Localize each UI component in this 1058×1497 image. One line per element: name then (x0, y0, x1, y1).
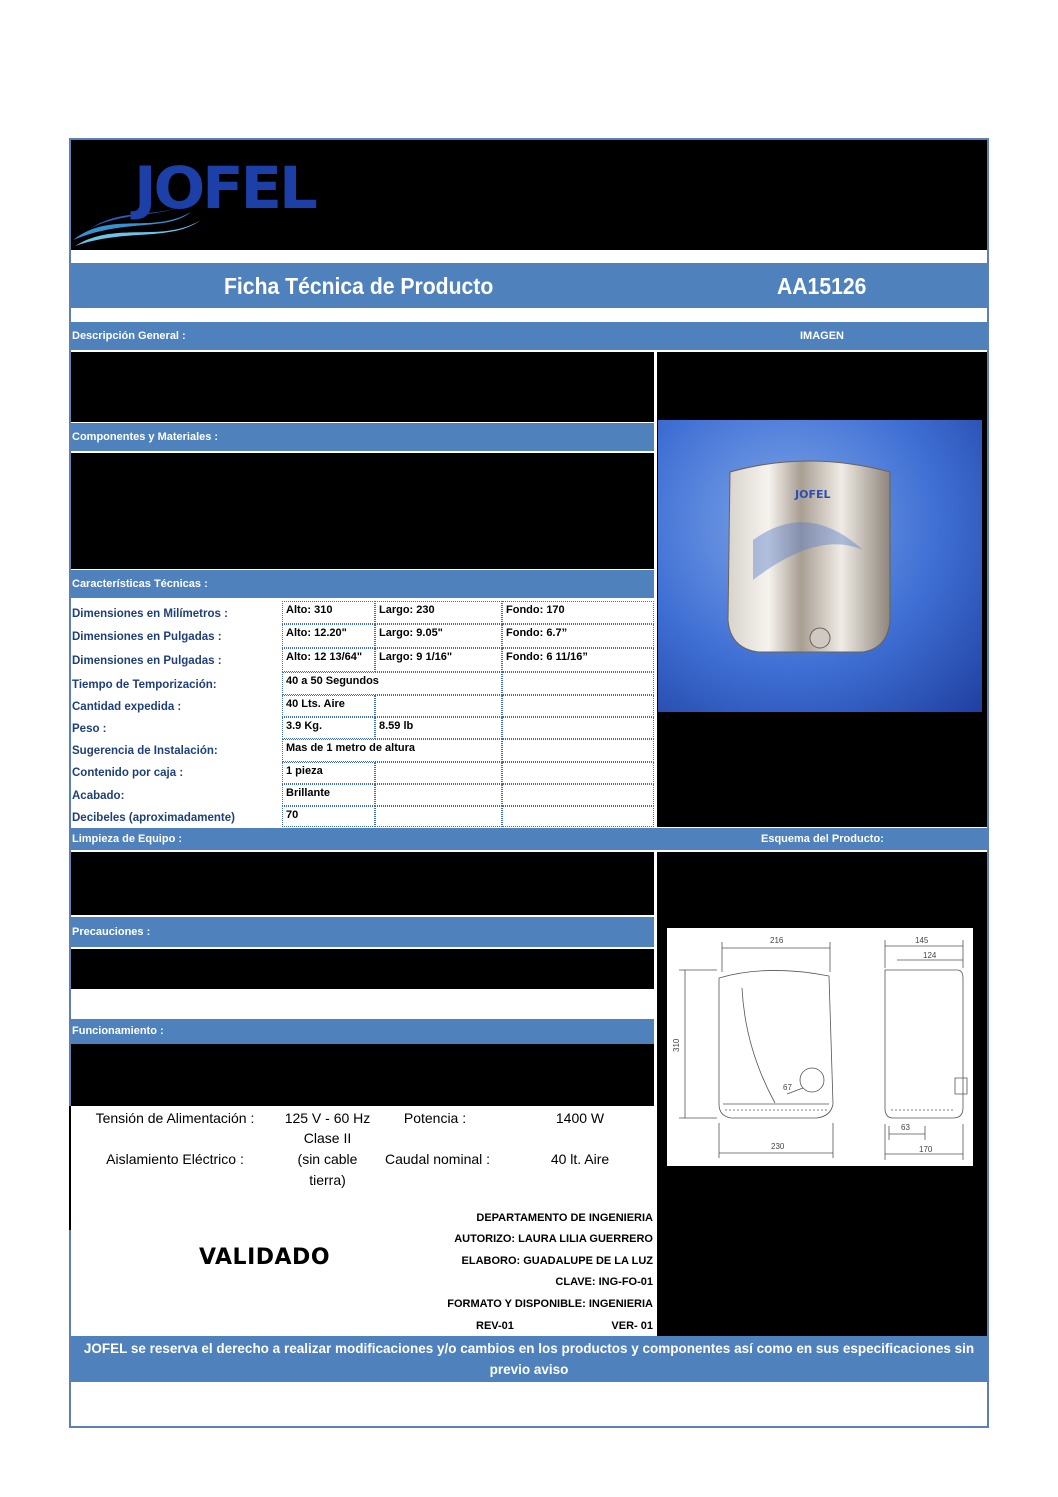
spec-cell: Fondo: 6 11/16” (502, 648, 654, 672)
aislamiento-value-2: (sin cable (297, 1151, 358, 1167)
spec-cell (502, 784, 654, 806)
spec-cell: Brillante (282, 784, 375, 806)
dept-line-3: ELABORO: GUADALUPE DE LA LUZ (461, 1255, 653, 1267)
svg-text:170: 170 (919, 1145, 933, 1154)
spec-cell: Alto: 310 (282, 601, 375, 624)
dept-line-5: FORMATO Y DISPONIBLE: INGENIERIA (447, 1298, 653, 1310)
spec-label-contenido: Contenido por caja : (72, 767, 184, 779)
specs-table (71, 601, 654, 827)
tension-value: 125 V - 60 Hz (284, 1110, 371, 1126)
section-header-caracteristicas (71, 570, 654, 598)
spec-label-instalacion: Sugerencia de Instalación: (72, 745, 218, 757)
precauciones-content (71, 949, 654, 989)
title-bar (71, 263, 987, 308)
aislamiento-value-3: tierra) (309, 1172, 346, 1188)
validado-stamp: VALIDADO (199, 1245, 331, 1270)
caudal-label: Caudal nominal : (384, 1151, 491, 1167)
footer-line-1: JOFEL se reserva el derecho a realizar modificaciones y/o cambios en los productos y componentes así como en sus especificaciones sin (83, 1341, 975, 1356)
jofel-logo (71, 140, 331, 248)
spec-cell (375, 784, 502, 806)
dept-line-4: CLAVE: ING-FO-01 (555, 1276, 653, 1288)
spec-cell (502, 672, 654, 695)
spec-cell: Largo: 230 (375, 601, 502, 624)
spec-cell: 3.9 Kg. (282, 717, 375, 739)
spec-cell (502, 739, 654, 762)
section-label-limpieza: Limpieza de Equipo : (72, 833, 183, 845)
aislamiento-label: Aislamiento Eléctrico : (106, 1151, 244, 1167)
section-header-limpieza (71, 828, 987, 850)
footer-line-2: previo aviso (489, 1362, 569, 1377)
section-label-funcionamiento: Funcionamiento : (72, 1025, 164, 1037)
header-logo-area (71, 140, 987, 250)
spec-cell: Largo: 9 1/16" (375, 648, 502, 672)
potencia-value: 1400 W (555, 1110, 605, 1126)
product-schematic (667, 928, 973, 1166)
spec-cell (375, 762, 502, 784)
svg-text:230: 230 (771, 1142, 785, 1151)
section-label-caracteristicas: Características Técnicas : (72, 578, 208, 590)
spec-cell: Fondo: 6.7” (502, 624, 654, 648)
section-label-componentes: Componentes y Materiales : (72, 431, 219, 443)
section-label-imagen: IMAGEN (800, 330, 844, 342)
spec-cell: 8.59 lb (375, 717, 502, 739)
svg-text:JOFEL: JOFEL (134, 155, 315, 223)
product-code: AA15126 (777, 273, 867, 299)
spec-cell (502, 806, 654, 827)
dept-line-2: AUTORIZO: LAURA LILIA GUERRERO (454, 1233, 653, 1245)
spec-cell (502, 717, 654, 739)
section-header-funcionamiento (71, 1019, 654, 1044)
hand-dryer-illustration (658, 420, 982, 712)
spec-label-peso: Peso : (72, 723, 107, 735)
spec-cell (502, 695, 654, 717)
spec-label-acabado: Acabado: (72, 790, 125, 802)
spec-cell: 40 Lts. Aire (282, 695, 375, 717)
spec-label-decibeles: Decibeles (aproximadamente) (72, 812, 235, 824)
spec-label-in: Dimensiones en Pulgadas : (72, 631, 222, 643)
svg-text:67: 67 (783, 1083, 792, 1092)
spec-cell: Mas de 1 metro de altura (282, 739, 502, 762)
ver-label: VER- 01 (611, 1320, 653, 1332)
svg-text:JOFEL: JOFEL (795, 488, 831, 501)
componentes-content (71, 453, 654, 569)
product-image (658, 420, 982, 712)
spec-label-in-frac: Dimensiones en Pulgadas : (72, 655, 222, 667)
spec-cell: 1 pieza (282, 762, 375, 784)
rev-label: REV-01 (476, 1320, 514, 1332)
spec-label-mm: Dimensiones en Milímetros : (72, 608, 228, 620)
section-header-descripcion (71, 322, 987, 350)
spec-cell (375, 806, 502, 827)
limpieza-content (71, 852, 654, 915)
section-label-descripcion: Descripción General : (72, 330, 186, 342)
descripcion-content (71, 352, 654, 422)
section-label-esquema: Esquema del Producto: (761, 833, 884, 845)
section-header-componentes (71, 423, 654, 451)
svg-text:216: 216 (770, 936, 784, 945)
caudal-value: 40 lt. Aire (550, 1151, 610, 1167)
spec-cell (502, 762, 654, 784)
spec-cell: Largo: 9.05" (375, 624, 502, 648)
section-header-precauciones (71, 917, 654, 947)
spec-cell: Alto: 12.20" (282, 624, 375, 648)
svg-text:145: 145 (915, 936, 929, 945)
spec-cell: 70 (282, 806, 375, 827)
left-edge-strip (69, 1106, 71, 1230)
spec-label-cantidad: Cantidad expedida : (72, 701, 182, 713)
svg-text:310: 310 (672, 1038, 681, 1052)
footer-notice (71, 1336, 987, 1382)
spec-cell: 40 a 50 Segundos (282, 672, 502, 695)
svg-text:124: 124 (923, 951, 937, 960)
funcionamiento-content (71, 1044, 654, 1106)
spec-label-tiempo: Tiempo de Temporización: (72, 679, 217, 691)
dept-line-1: DEPARTAMENTO DE INGENIERIA (476, 1212, 653, 1224)
spec-cell (375, 695, 502, 717)
svg-text:63: 63 (901, 1123, 910, 1132)
tension-label: Tensión de Alimentación : (95, 1110, 255, 1126)
spec-cell: Fondo: 170 (502, 601, 654, 624)
schematic-drawing (667, 928, 973, 1166)
potencia-label: Potencia : (403, 1110, 467, 1126)
aislamiento-value-1: Clase II (303, 1130, 352, 1146)
section-label-precauciones: Precauciones : (72, 926, 151, 938)
spec-cell: Alto: 12 13/64" (282, 648, 375, 672)
page-title: Ficha Técnica de Producto (224, 273, 494, 299)
